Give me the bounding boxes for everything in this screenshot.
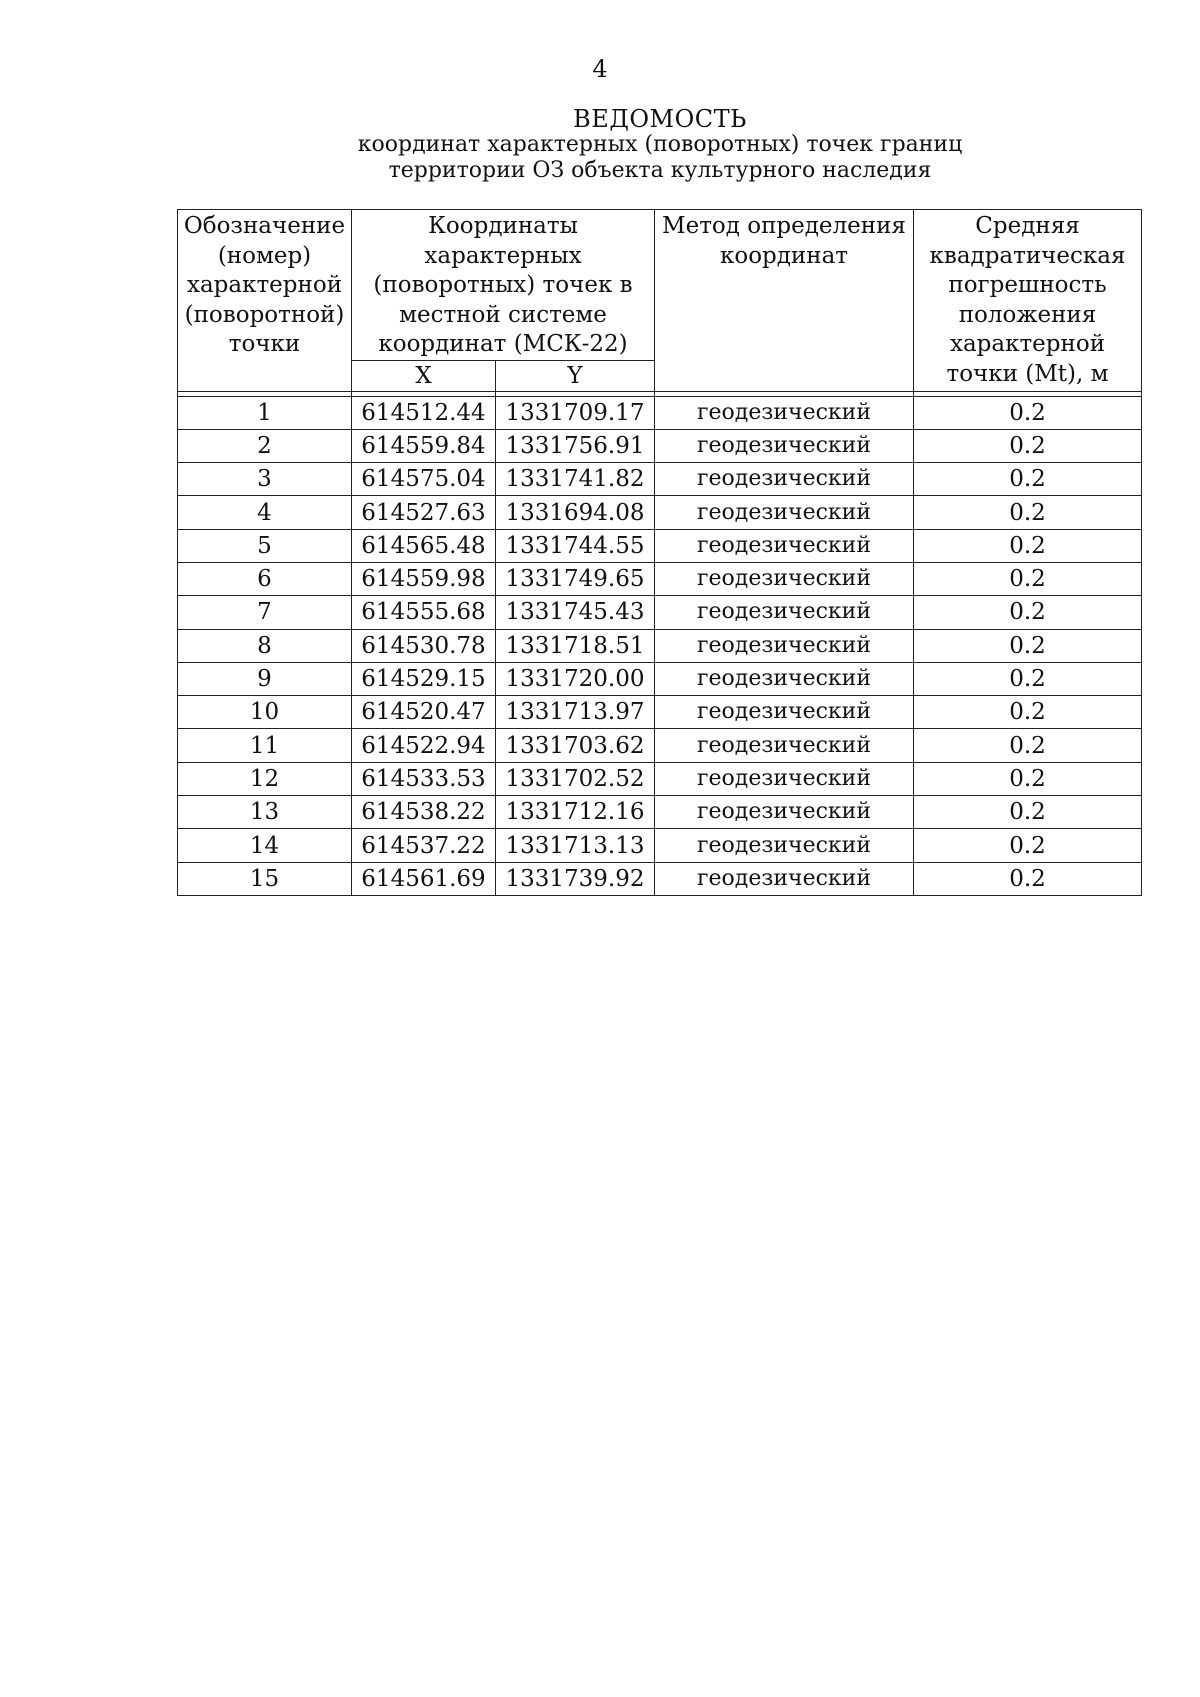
cell-error: 0.2 <box>914 396 1142 429</box>
header-error-line: точки (Mt), м <box>946 360 1109 387</box>
cell-x: 614527.63 <box>352 496 496 529</box>
cell-y: 1331739.92 <box>496 862 655 895</box>
header-coords-line: Координаты <box>428 213 578 239</box>
table-body <box>178 391 1142 895</box>
cell-y: 1331749.65 <box>496 562 655 595</box>
header-error-line: положения <box>958 301 1097 328</box>
header-number-line: характерной <box>186 272 343 298</box>
cell-x: 614561.69 <box>352 862 496 895</box>
cell-x: 614530.78 <box>352 629 496 662</box>
cell-x: 614520.47 <box>352 696 496 729</box>
cell-error: 0.2 <box>914 629 1142 662</box>
title-line-1: координат характерных (поворотных) точек границ <box>357 132 963 157</box>
cell-y: 1331713.13 <box>496 829 655 862</box>
cell-x: 614559.98 <box>352 562 496 595</box>
cell-point-number: 9 <box>178 662 352 695</box>
header-error-line: Средняя <box>975 213 1080 239</box>
cell-error: 0.2 <box>914 529 1142 562</box>
cell-method: геодезический <box>655 529 914 562</box>
cell-point-number: 10 <box>178 696 352 729</box>
cell-method: геодезический <box>655 496 914 529</box>
table-row <box>178 862 1142 895</box>
table-row <box>178 463 1142 496</box>
header-row <box>178 210 1142 361</box>
header-error-line: погрешность <box>948 272 1107 298</box>
table-row <box>178 429 1142 462</box>
cell-y: 1331709.17 <box>496 396 655 429</box>
cell-error: 0.2 <box>914 596 1142 629</box>
cell-y: 1331720.00 <box>496 662 655 695</box>
cell-x: 614565.48 <box>352 529 496 562</box>
cell-method: геодезический <box>655 629 914 662</box>
header-number-line: точки <box>228 331 301 357</box>
table-row <box>178 596 1142 629</box>
cell-error: 0.2 <box>914 562 1142 595</box>
cell-point-number: 5 <box>178 529 352 562</box>
cell-point-number: 13 <box>178 796 352 829</box>
cell-x: 614533.53 <box>352 762 496 795</box>
table-row <box>178 562 1142 595</box>
header-number-line: (номер) <box>217 242 312 269</box>
table-row <box>178 396 1142 429</box>
cell-point-number: 15 <box>178 862 352 895</box>
cell-y: 1331756.91 <box>496 429 655 462</box>
cell-error: 0.2 <box>914 862 1142 895</box>
cell-point-number: 2 <box>178 429 352 462</box>
cell-point-number: 11 <box>178 729 352 762</box>
cell-error: 0.2 <box>914 463 1142 496</box>
cell-x: 614559.84 <box>352 429 496 462</box>
cell-error: 0.2 <box>914 762 1142 795</box>
header-number-line: Обозначение <box>183 213 346 239</box>
table-row <box>178 662 1142 695</box>
cell-method: геодезический <box>655 396 914 429</box>
cell-method: геодезический <box>655 429 914 462</box>
cell-method: геодезический <box>655 596 914 629</box>
header-coords-line: характерных <box>424 242 582 269</box>
table-row <box>178 496 1142 529</box>
header-error-line: квадратическая <box>929 242 1126 269</box>
cell-x: 614522.94 <box>352 729 496 762</box>
cell-method: геодезический <box>655 762 914 795</box>
cell-y: 1331703.62 <box>496 729 655 762</box>
cell-y: 1331744.55 <box>496 529 655 562</box>
cell-y: 1331741.82 <box>496 463 655 496</box>
cell-error: 0.2 <box>914 429 1142 462</box>
cell-y: 1331694.08 <box>496 496 655 529</box>
cell-method: геодезический <box>655 862 914 895</box>
cell-method: геодезический <box>655 796 914 829</box>
table-row <box>178 629 1142 662</box>
header-point-number <box>178 210 352 392</box>
header-error-line: характерной <box>949 331 1106 357</box>
cell-method: геодезический <box>655 662 914 695</box>
cell-point-number: 3 <box>178 463 352 496</box>
table-row <box>178 529 1142 562</box>
cell-y: 1331712.16 <box>496 796 655 829</box>
cell-x: 614555.68 <box>352 596 496 629</box>
title-line-2: территории ОЗ объекта культурного наследия <box>388 158 932 183</box>
cell-error: 0.2 <box>914 796 1142 829</box>
table-row <box>178 829 1142 862</box>
cell-x: 614538.22 <box>352 796 496 829</box>
cell-x: 614575.04 <box>352 463 496 496</box>
cell-y: 1331702.52 <box>496 762 655 795</box>
header-coords-line: координат (МСК-22) <box>378 331 628 357</box>
cell-point-number: 4 <box>178 496 352 529</box>
header-coordinates <box>352 210 655 361</box>
cell-method: геодезический <box>655 463 914 496</box>
header-coords-line: местной системе <box>399 301 607 328</box>
header-y: Y <box>496 360 655 391</box>
cell-point-number: 1 <box>178 396 352 429</box>
cell-error: 0.2 <box>914 696 1142 729</box>
cell-point-number: 14 <box>178 829 352 862</box>
cell-y: 1331718.51 <box>496 629 655 662</box>
title-main: ВЕДОМОСТЬ <box>573 105 747 133</box>
table-row <box>178 696 1142 729</box>
cell-y: 1331713.97 <box>496 696 655 729</box>
coordinates-table <box>177 209 1142 896</box>
document-title <box>0 106 1200 184</box>
cell-error: 0.2 <box>914 496 1142 529</box>
header-x: X <box>352 360 496 391</box>
cell-method: геодезический <box>655 696 914 729</box>
cell-error: 0.2 <box>914 729 1142 762</box>
header-number-line: (поворотной) <box>184 301 345 328</box>
cell-x: 614537.22 <box>352 829 496 862</box>
table-row <box>178 796 1142 829</box>
table-row <box>178 762 1142 795</box>
header-method <box>655 210 914 392</box>
header-error <box>914 210 1142 392</box>
cell-error: 0.2 <box>914 829 1142 862</box>
cell-point-number: 6 <box>178 562 352 595</box>
cell-x: 614529.15 <box>352 662 496 695</box>
header-method-line: координат <box>719 242 849 269</box>
header-method-line: Метод определения <box>662 213 906 239</box>
cell-method: геодезический <box>655 829 914 862</box>
cell-x: 614512.44 <box>352 396 496 429</box>
cell-point-number: 8 <box>178 629 352 662</box>
table-row <box>178 729 1142 762</box>
cell-error: 0.2 <box>914 662 1142 695</box>
cell-y: 1331745.43 <box>496 596 655 629</box>
cell-method: геодезический <box>655 729 914 762</box>
cell-point-number: 12 <box>178 762 352 795</box>
header-coords-line: (поворотных) точек в <box>373 272 633 298</box>
page-number: 4 <box>592 55 608 83</box>
cell-point-number: 7 <box>178 596 352 629</box>
cell-method: геодезический <box>655 562 914 595</box>
